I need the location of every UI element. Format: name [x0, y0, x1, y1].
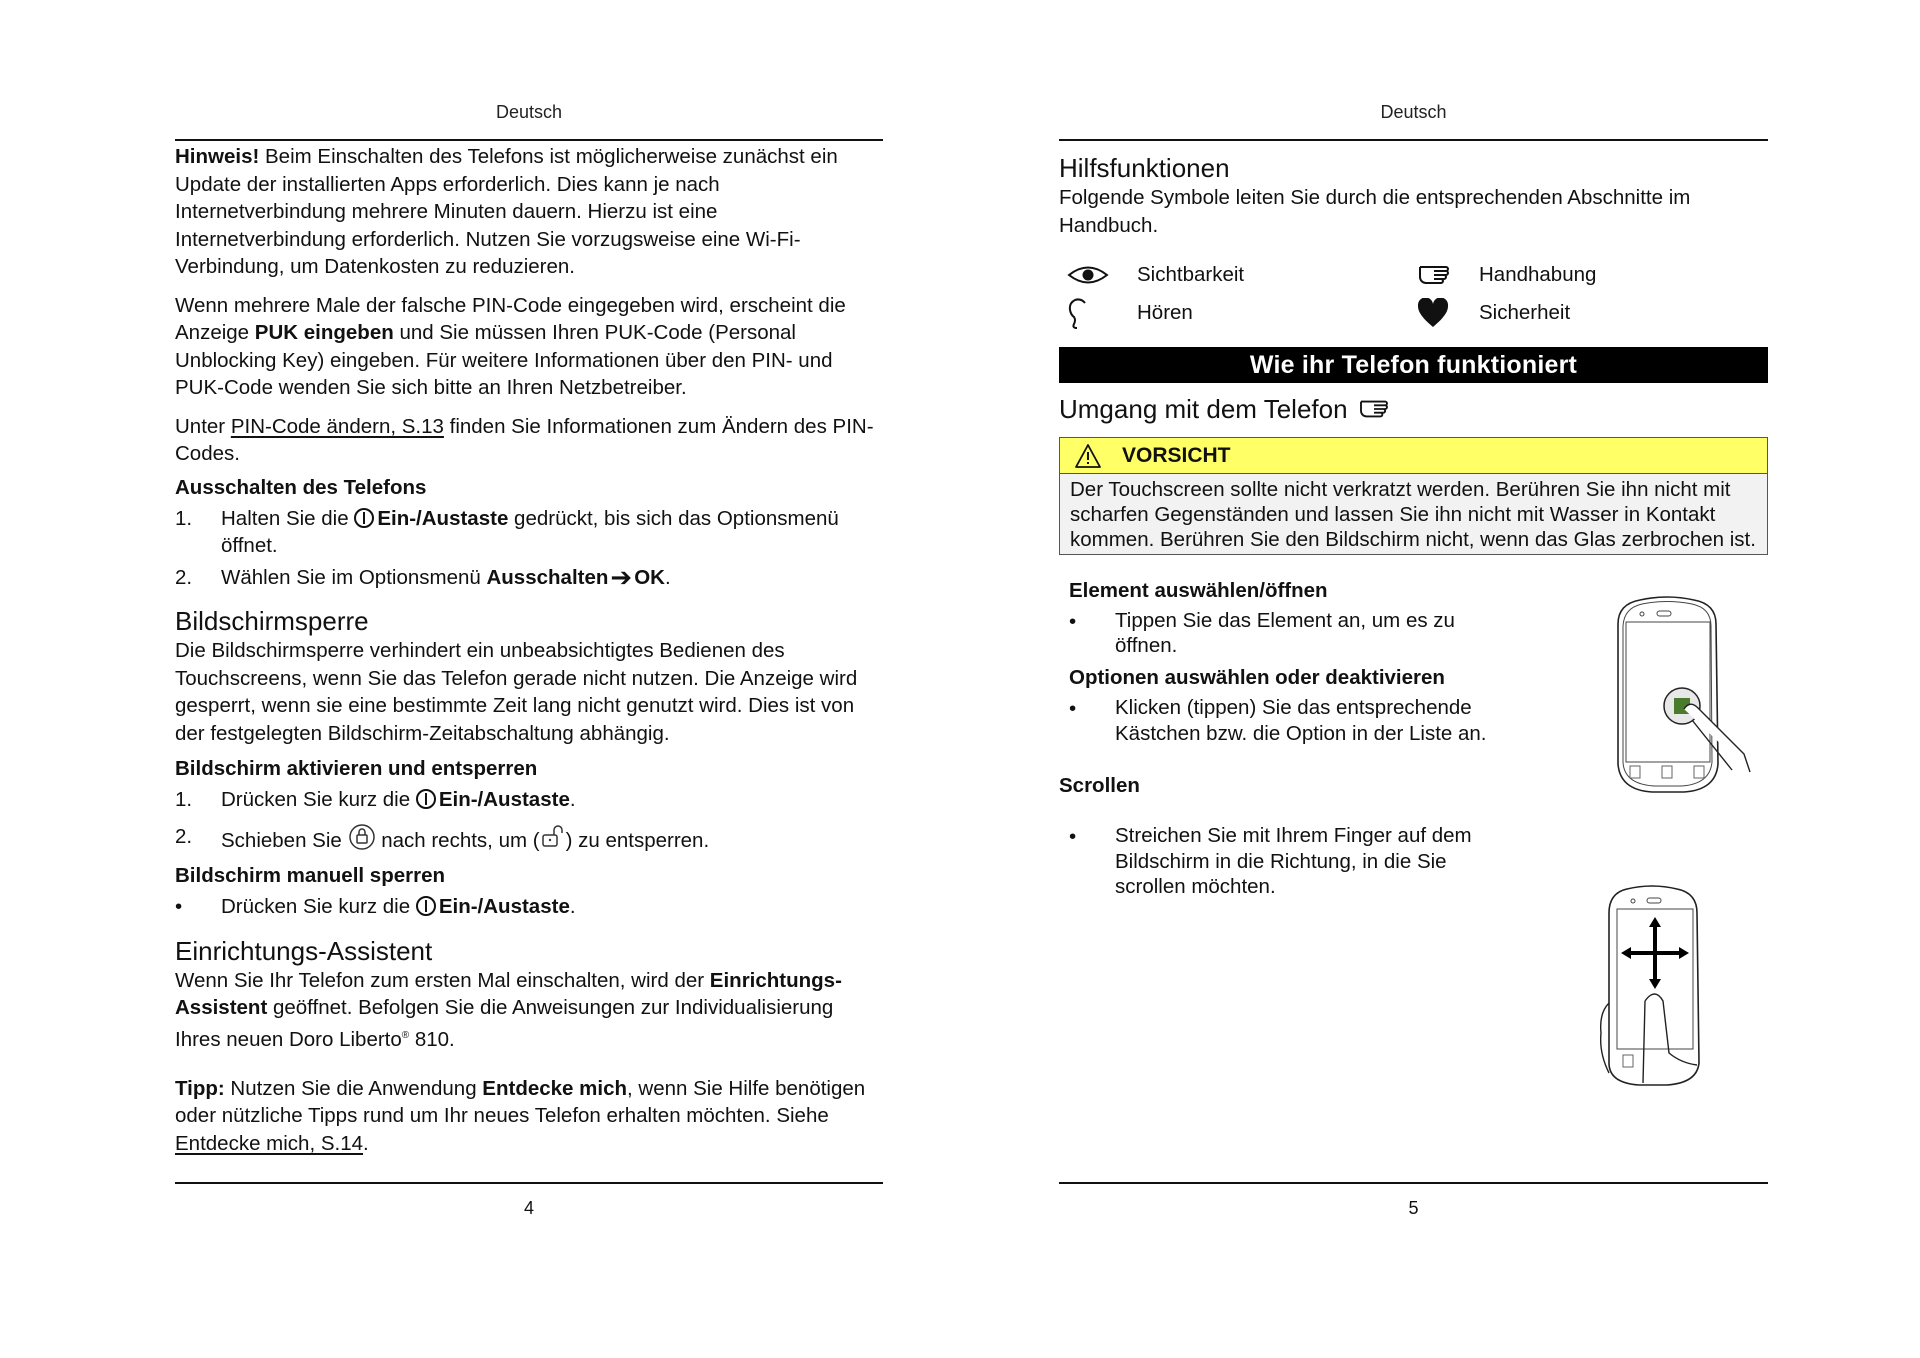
symbol-legend — [1059, 261, 1768, 327]
eye-icon — [1067, 264, 1109, 286]
lock-icon — [348, 823, 376, 851]
list-item: 1. Halten Sie die Ein-/Austaste gedrückt, bis sich das Optionsmenü öffnet. — [175, 506, 839, 557]
caution-text: Der Touchscreen sollte nicht verkratzt werden. Berühren Sie ihn nicht mit scharfen Gegenständen und lassen Sie ihn nicht mit Wasser in Kontakt kommen. Berühren Sie den Bildschirm nicht, wenn das Glas zerbrochen ist. — [1060, 474, 1767, 554]
puk-paragraph: Wenn mehrere Male der falsche PIN-Code eingegeben wird, erscheint die Anzeige PUK eingeben und Sie müssen Ihren PUK-Code (Personal Unblocking Key) eingeben. Für weitere Informationen über den PIN- und PUK-Code wenden Sie sich bitte an Ihren Netzbetreiber. — [175, 293, 846, 399]
optionen-heading: Optionen auswählen oder deaktivieren — [1069, 666, 1445, 689]
left-page — [175, 0, 883, 1358]
arrow-right-icon: ➔ — [610, 561, 633, 592]
manuell-list — [175, 893, 883, 921]
page-number: 4 — [523, 1198, 534, 1218]
footer-rule — [1059, 1182, 1768, 1184]
list-item: 2. Wählen Sie im Optionsmenü Ausschalten➔OK. — [175, 561, 671, 592]
list-item: • Klicken (tippen) Sie das entsprechende Kästchen bzw. die Option in der Liste an. — [1069, 696, 1487, 745]
ausschalten-heading: Ausschalten des Telefons — [175, 475, 427, 499]
symbol-handhabung: Handhabung — [1409, 261, 1759, 289]
unlock-icon — [540, 823, 566, 851]
gesture-instructions — [1059, 577, 1499, 746]
list-item: • Drücken Sie kurz die Ein-/Austaste. — [175, 895, 576, 918]
entdecke-mich-link[interactable]: Entdecke mich, S.14 — [175, 1131, 364, 1155]
caution-box — [1059, 437, 1768, 555]
header-rule — [1059, 139, 1768, 141]
right-page — [1059, 0, 1768, 1358]
section-banner: Wie ihr Telefon funktioniert — [1059, 347, 1768, 383]
list-item: • Streichen Sie mit Ihrem Finger auf dem Bildschirm in die Richtung, in die Sie scrollen möchten. — [1069, 824, 1472, 898]
ear-icon — [1067, 297, 1089, 329]
aktivieren-steps — [175, 786, 883, 854]
hand-icon — [1356, 396, 1392, 422]
manuell-heading: Bildschirm manuell sperren — [175, 864, 446, 887]
running-head: Deutsch — [1380, 102, 1447, 122]
hilfsfunktionen-text: Folgende Symbole leiten Sie durch die entsprechenden Abschnitte im Handbuch. — [1059, 186, 1691, 237]
list-item: 2. Schieben Sie nach rechts, um ( ) zu entsperren. — [175, 824, 710, 852]
symbol-sicherheit: Sicherheit — [1409, 299, 1759, 327]
left-content — [175, 143, 883, 1168]
tipp-paragraph: Tipp: Nutzen Sie die Anwendung Entdecke mich, wenn Sie Hilfe benötigen oder nützliche Tipps rund um Ihr neues Telefon erhalten möchten. Siehe Entdecke mich, S.14. — [175, 1076, 866, 1155]
assistent-title: Einrichtungs-Assistent — [175, 935, 433, 966]
symbol-hoeren: Hören — [1059, 299, 1409, 327]
power-icon — [354, 508, 374, 528]
aktivieren-heading: Bildschirm aktivieren und entsperren — [175, 757, 538, 780]
ausschalten-steps — [175, 505, 883, 592]
hinweis-label: Hinweis! — [175, 145, 260, 168]
page-number: 5 — [1408, 1198, 1419, 1218]
hinweis-paragraph: Hinweis! Beim Einschalten des Telefons ist möglicherweise zunächst ein Update der installierten Apps erforderlich. Dies kann je nach Internetverbindung mehrere Minuten dauern. Hierzu ist eine Internetverbindung erforderlich. Nutzen Sie vorzugsweise eine Wi-Fi-Verbindung, um Datenkosten zu reduzieren. — [175, 145, 838, 278]
pin-code-link[interactable]: PIN-Code ändern, S.13 — [230, 414, 444, 438]
symbol-sichtbarkeit: Sichtbarkeit — [1059, 261, 1409, 289]
list-item: • Tippen Sie das Element an, um es zu öffnen. — [1069, 609, 1455, 657]
list-item: 1. Drücken Sie kurz die Ein-/Austaste. — [175, 788, 576, 811]
header-rule — [175, 139, 883, 141]
bildschirmsperre-title: Bildschirmsperre — [175, 606, 369, 636]
hand-icon — [1417, 261, 1451, 289]
running-head: Deutsch — [495, 102, 563, 122]
power-icon — [416, 789, 436, 809]
assistent-text: Wenn Sie Ihr Telefon zum ersten Mal einschalten, wird der Einrichtungs-Assistent geöffnet. Befolgen Sie die Anweisungen zur Individualisierung Ihres neuen Doro Liberto® 810. — [175, 968, 842, 1051]
scrollen-heading: Scrollen — [1059, 774, 1140, 797]
pin-ref-paragraph: Unter PIN-Code ändern, S.13 finden Sie Informationen zum Ändern des PIN-Codes. — [175, 414, 874, 465]
footer-rule — [175, 1182, 883, 1184]
warning-icon — [1074, 443, 1102, 469]
power-icon — [416, 896, 436, 916]
heart-icon — [1417, 298, 1449, 328]
hilfsfunktionen-title: Hilfsfunktionen — [1059, 153, 1230, 183]
element-heading: Element auswählen/öffnen — [1069, 579, 1328, 602]
caution-header — [1060, 438, 1767, 474]
bildschirmsperre-text: Die Bildschirmsperre verhindert ein unbeabsichtigtes Bedienen des Touchscreens, wenn Sie das Telefon gerade nicht nutzen. Die Anzeige wird gesperrt, wenn sie eine bestimmte Zeit lang nicht genutzt wird. Dies ist von der festgelegten Bildschirm-Zeitabschaltung abhängig. — [175, 639, 858, 745]
caution-label: VORSICHT — [1122, 443, 1231, 467]
phone-scroll-illustration — [1597, 883, 1727, 1093]
umgang-title: Umgang mit dem Telefon — [1059, 393, 1768, 425]
phone-tap-illustration — [1612, 594, 1757, 804]
